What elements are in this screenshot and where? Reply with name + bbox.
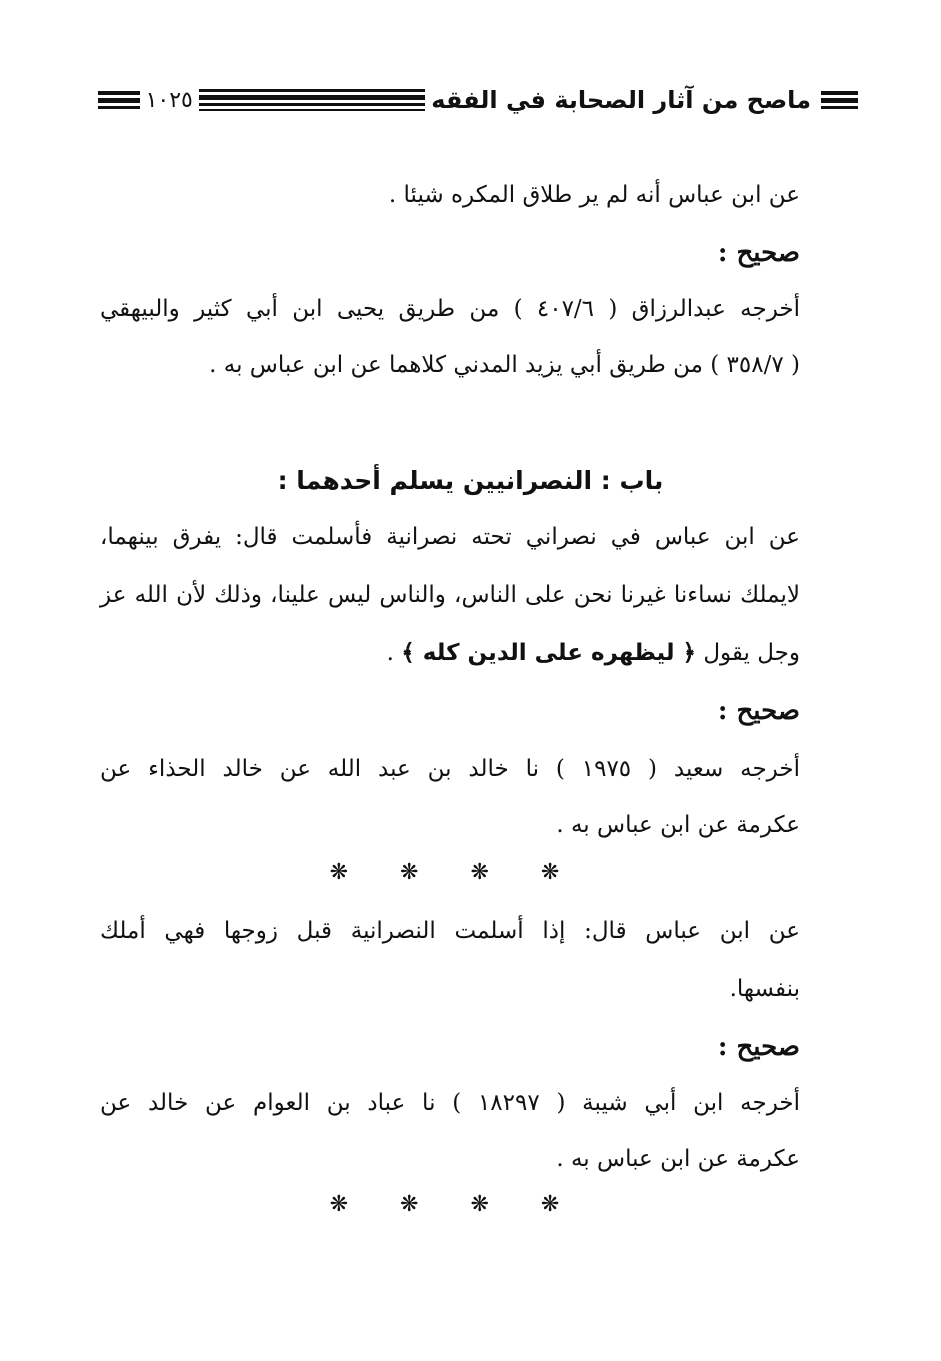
takhrij-line: عكرمة عن ابن عباس به . bbox=[556, 812, 800, 838]
takhrij-line: عكرمة عن ابن عباس به . bbox=[556, 1146, 800, 1172]
athar-text: وجل يقول bbox=[703, 640, 800, 666]
athar-text: عن ابن عباس في نصراني تحته نصرانية فأسلمت قال: يفرق بينهما، bbox=[100, 524, 800, 550]
athar-text: عن ابن عباس أنه لم ير طلاق المكره شيئا . bbox=[388, 182, 800, 208]
separator-ornament: ❋❋❋❋ bbox=[329, 1192, 612, 1217]
separator-ornament: ❋❋❋❋ bbox=[329, 860, 612, 885]
chapter-heading: باب : النصرانيين يسلم أحدهما : bbox=[277, 466, 664, 495]
header-rule-right bbox=[821, 91, 858, 109]
page-number: ١٠٢٥ bbox=[145, 87, 193, 113]
header-rule-middle bbox=[199, 89, 425, 111]
athar-text-with-verse bbox=[387, 640, 800, 666]
grading-label: صحيح : bbox=[717, 238, 800, 268]
athar-text: بنفسها. bbox=[729, 976, 800, 1002]
header-rule-left bbox=[98, 91, 140, 109]
grading-label: صحيح : bbox=[717, 1032, 800, 1062]
running-header bbox=[98, 78, 858, 122]
book-title: ماصح من آثار الصحابة في الفقه bbox=[431, 86, 812, 114]
takhrij-line: أخرجه عبدالرزاق ( ٤٠٧/٦ ) من طريق يحيى ابن أبي كثير والبيهقي bbox=[100, 296, 800, 322]
athar-text: . bbox=[386, 640, 394, 666]
takhrij-line: أخرجه ابن أبي شيبة ( ١٨٢٩٧ ) نا عباد بن العوام عن خالد عن bbox=[100, 1090, 800, 1116]
athar-text: عن ابن عباس قال: إذا أسلمت النصرانية قبل زوجها فهي أملك bbox=[100, 918, 800, 944]
takhrij-line: ( ٣٥٨/٧ ) من طريق أبي يزيد المدني كلاهما عن ابن عباس به . bbox=[209, 352, 800, 378]
takhrij-line: أخرجه سعيد ( ١٩٧٥ ) نا خالد بن عبد الله عن خالد الحذاء عن bbox=[100, 756, 800, 782]
quran-verse: ﴿ ليظهره على الدين كله ﴾ bbox=[401, 640, 696, 666]
athar-text: لايملك نساءنا غيرنا نحن على الناس، والناس ليس علينا، وذلك لأن الله عز bbox=[100, 582, 800, 608]
grading-label: صحيح : bbox=[717, 696, 800, 726]
